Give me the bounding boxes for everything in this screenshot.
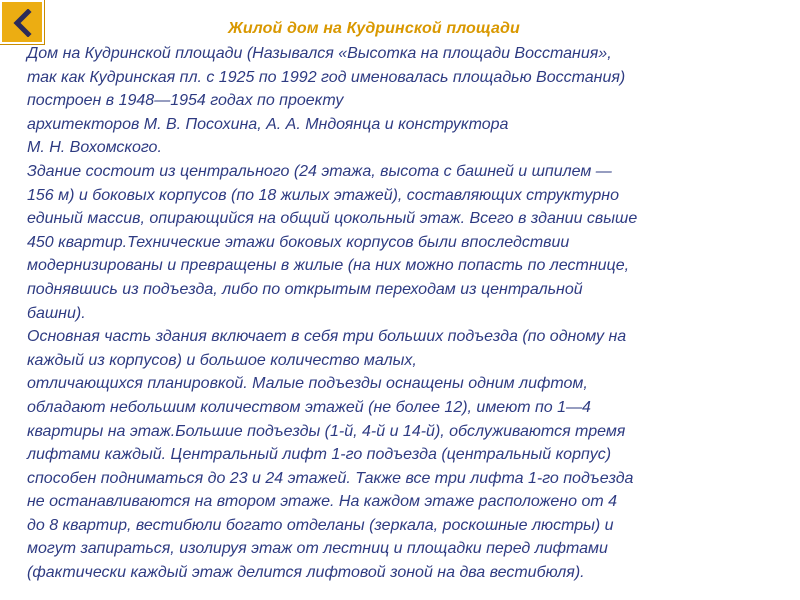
body-line: (фактически каждый этаж делится лифтовой зоной на два вестибюля).: [27, 564, 585, 582]
body-line: 450 квартир.Технические этажи боковых корпусов были впоследствии: [27, 233, 570, 251]
back-button[interactable]: [0, 0, 44, 44]
body-line: не останавливаются на втором этаже. На каждом этаже расположено от 4: [27, 493, 618, 511]
body-line: так как Кудринская пл. с 1925 по 1992 год именовалась площадью Восстания): [27, 68, 626, 86]
body-line: Дом на Кудринской площади (Назывался «Высотка на площади Восстания»,: [27, 45, 612, 62]
body-line: поднявшись из подъезда, либо по открытым переходам из центральной: [27, 280, 583, 298]
body-line: Здание состоит из центрального (24 этажа, высота с башней и шпилем —: [27, 162, 612, 180]
slide-title: Жилой дом на Кудринской площади: [228, 20, 520, 37]
body-line: М. Н. Вохомского.: [27, 139, 162, 157]
body-line: квартиры на этаж.Большие подъезды (1-й, 4-й и 14-й), обслуживаются тремя: [27, 422, 626, 440]
body-line: единый массив, опирающийся на общий цокольный этаж. Всего в здании свыше: [27, 210, 638, 228]
body-line: отличающихся планировкой. Малые подъезды оснащены одним лифтом,: [27, 375, 588, 393]
body-line: каждый из корпусов) и большое количество малых,: [27, 351, 417, 369]
body-line: могут запираться, изолируя этаж от лестниц и площадки перед лифтами: [27, 540, 608, 558]
body-line: лифтами каждый. Центральный лифт 1-го подъезда (центральный корпус): [27, 446, 612, 464]
slide-body-text: [27, 42, 787, 585]
body-line: Основная часть здания включает в себя три больших подъезда (по одному на: [27, 328, 627, 346]
body-line: построен в 1948—1954 годах по проекту: [27, 92, 344, 110]
body-line: архитекторов М. В. Посохина, А. А. Мндоянца и конструктора: [27, 115, 509, 133]
body-line: башни).: [27, 304, 86, 322]
body-line: 156 м) и боковых корпусов (по 18 жилых этажей), составляющих структурно: [27, 186, 619, 204]
chevron-left-icon: [10, 9, 36, 37]
body-line: обладают небольшим количеством этажей (не более 12), имеют по 1—4: [27, 398, 591, 416]
body-line: модернизированы и превращены в жилые (на них можно попасть по лестнице,: [27, 257, 630, 275]
body-line: до 8 квартир, вестибюли богато отделаны (зеркала, роскошные люстры) и: [27, 516, 614, 534]
body-line: способен подниматься до 23 и 24 этажей. Также все три лифта 1-го подъезда: [27, 469, 634, 487]
